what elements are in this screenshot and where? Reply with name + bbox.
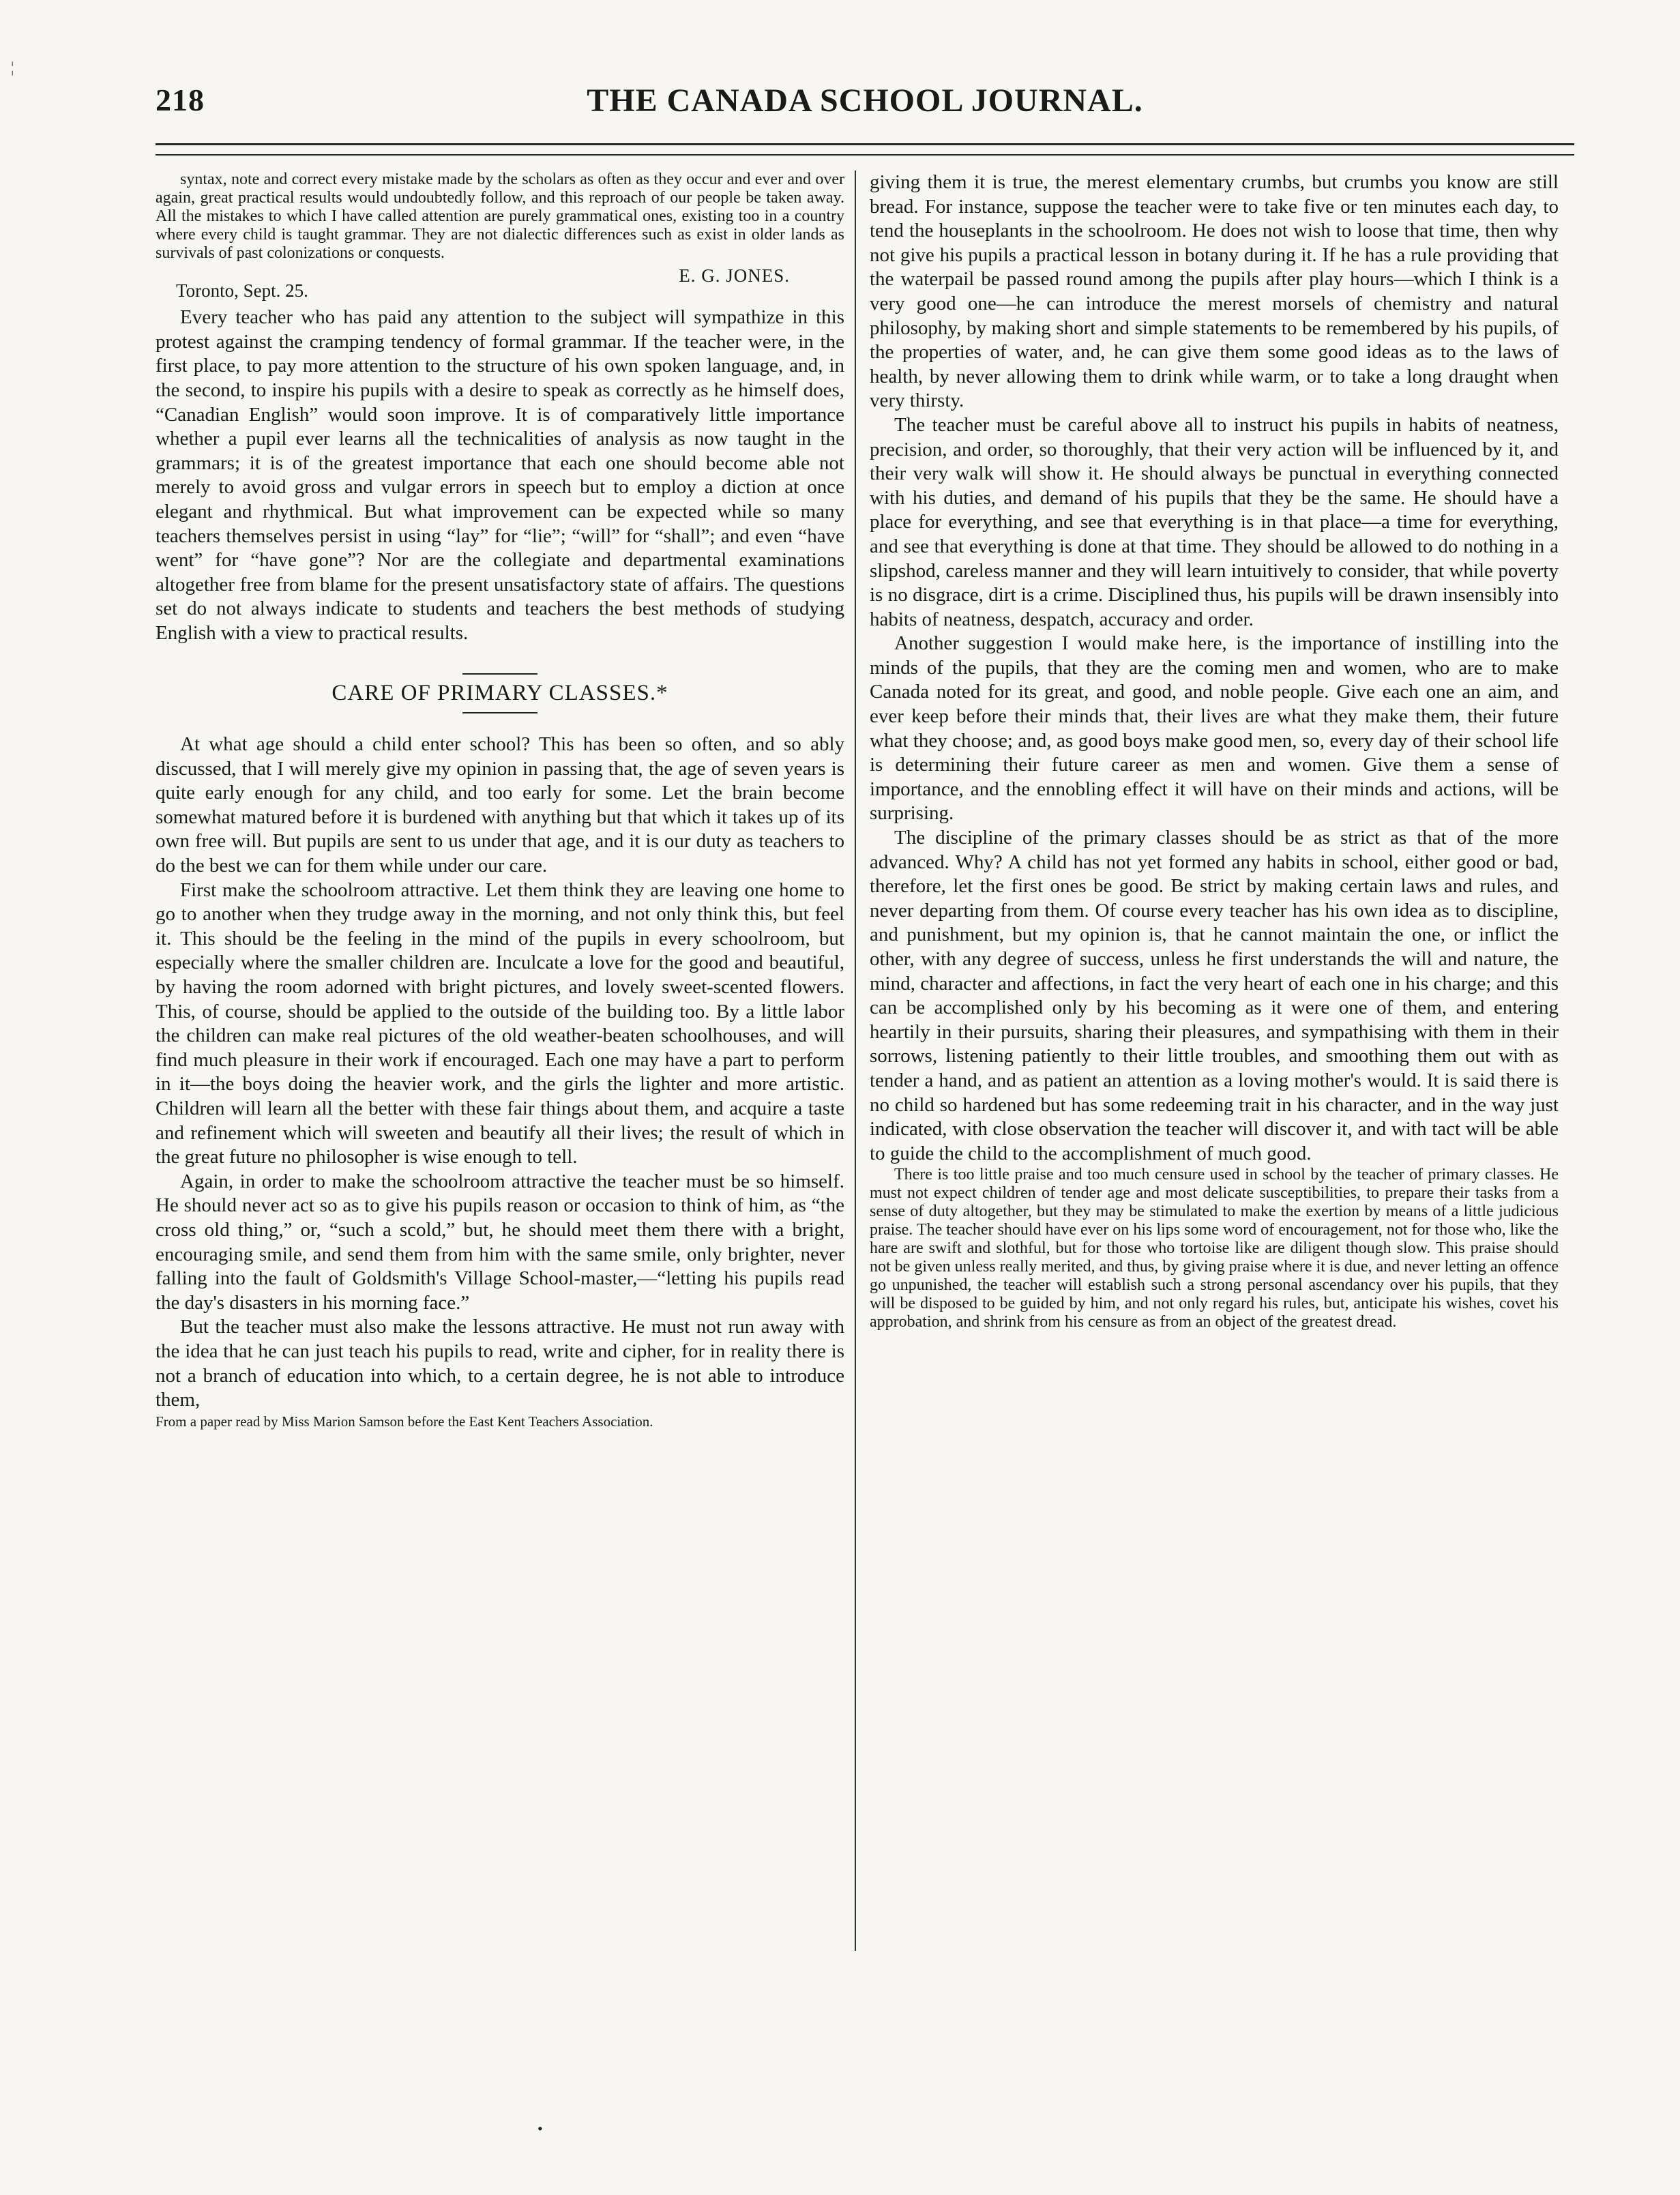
article-paragraph: Another suggestion I would make here, is the importance of instilling into the minds of the pupils, that they are the coming men and women, who are to make Canada noted for its great, and good, and noble people. Give each one an aim, and ever keep before their minds that, their lives are what they make them, their future what they choose; and, as good boys make good men, so, every day of their school life is determining their future career as men and women. Give them a sense of importance, and the ennobling effect it will have on their minds and actions, will be surprising. [870, 632, 1559, 825]
journal-title: THE CANADA SCHOOL JOURNAL. [587, 83, 1143, 119]
left-column [156, 171, 844, 1430]
section-divider [462, 673, 537, 675]
footnote: From a paper read by Miss Marion Samson before the East Kent Teachers Association. [156, 1413, 653, 1430]
margin-mark: ¦ [11, 59, 14, 76]
stray-mark: • [537, 2120, 543, 2137]
article-paragraph: Again, in order to make the schoolroom attractive the teacher must be so himself. He should never act so as to give his pupils reason or occasion to think of him, as “the cross old thing,” or, “such a scold,” but, he should meet them there with a bright, encouraging smile, and send them from him with the same smile, only brighter, never falling into the fault of Goldsmith's Village School-master,—“letting his pupils read the day's disasters in his morning face.” [156, 1170, 844, 1314]
letter-signature: E. G. JONES. [679, 265, 790, 286]
article-paragraph: First make the schoolroom attractive. Let them think they are leaving one home to go to another when they trudge away in the morning, and not only think this, but feel it. This should be the feeling in the mind of the pupils in every schoolroom, but especially where the smaller children are. Inculcate a love for the good and beautiful, by having the room adorned with bright pictures, and lovely sweet-scented flowers. This, of course, should be applied to the outside of the building too. By a little labor the children can make real pictures of the old weather-beaten schoolhouses, and will find much pleasure in their work if encouraged. Each one may have a part to perform in it—the boys doing the heavier work, and the girls the lighter and more artistic. Children will learn all the better with these fair things about them, and acquire a taste and refinement which will sweeten and beautify all their lives; the result of which in the great future no philosopher is wise enough to tell. [156, 879, 844, 1168]
article-paragraph: The teacher must be careful above all to instruct his pupils in habits of neatness, precision, and order, so thoroughly, that their very action will be influenced by it, and their very walk will show it. He should always be punctual in everything connected with his duties, and demand of his pupils that they be the same. He should have a place for everything, and see that everything is in that place—a time for everything, and see that everything is done at that time. They should be allowed to do nothing in a slipshod, careless manner and they will learn intuitively to consider, that while poverty is no disgrace, dirt is a crime. Disciplined thus, his pupils will be drawn insensibly into habits of neatness, despatch, accuracy and order. [870, 413, 1559, 630]
article-paragraph: At what age should a child enter school? This has been so often, and so ably discussed, that I will merely give my opinion in passing that, the age of seven years is quite early enough for any child, and too early for some. Let the brain become somewhat matured before it is burdened with anything but that which it takes up of its own free will. But pupils are sent to us under that age, and it is our duty as teachers to do the best we can for them while under our care. [156, 733, 844, 877]
header-rule-double [156, 154, 1574, 156]
article-paragraph: giving them it is true, the merest elementary crumbs, but crumbs you know are still bread. For instance, suppose the teacher were to take five or ten minutes each day, to tend the houseplants in the schoolroom. He does not wish to loose that time, then why not give his pupils a practical lesson in botany during it. If he has a rule providing that the waterpail be passed round among the pupils after play hours—which I think is a very good one—he can introduce the merest morsels of chemistry and natural philosophy, by making short and simple statements to be remembered by his pupils, of the properties of water, and, he can give them some good ideas as to the laws of health, by never allowing them to drink while warm, or to take a long draught when very thirsty. [870, 171, 1559, 412]
header-rule [156, 143, 1574, 145]
article-paragraph-small: There is too little praise and too much censure used in school by the teacher of primary classes. He must not expect children of tender age and most delicate susceptibilities, to prepare their tasks from a sense of duty altogether, but they may be stimulated to make the exertion by means of a little judicious praise. The teacher should have ever on his lips some word of encouragement, not for those who, like the hare are swift and slothful, but for those who tortoise like are diligent though slow. This praise should not be given unless really merited, and thus, by giving praise where it is due, and never letting an offence go unpunished, the teacher will establish such a strong personal ascendancy over his pupils, that they will be disposed to be guided by him, and not only regard his rules, but, anticipate his wishes, covet his approbation, and shrink from his censure as from an object of the greatest dread. [870, 1166, 1559, 1331]
page-number: 218 [156, 83, 205, 117]
article-paragraph: The discipline of the primary classes should be as strict as that of the more advanced. Why? A child has not yet formed any habits in school, either good or bad, therefore, let the first ones be good. Be strict by making certain laws and rules, and never departing from them. Of course every teacher has his own idea as to discipline, and punishment, but my opinion is, that he cannot maintain the one, or inflict the other, with any degree of success, unless he first understands the will and nature, the mind, character and affections, in fact the very heart of each one in his charge; and this can be accomplished only by his becoming as it were one of them, and entering heartily in their pursuits, sharing their pleasures, and sympathising with them in their sorrows, listening patiently to their little troubles, and smoothing them out with as tender a hand, and as patient an attention as a loving mother's would. It is said there is no child so hardened but has some redeeming trait in his character, and in the way just indicated, with close observation the teacher will discover it, and with tact will be able to guide the child to the accomplishment of much good. [870, 827, 1559, 1164]
article-paragraph: But the teacher must also make the lessons attractive. He must not run away with the idea that he can just teach his pupils to read, write and cipher, for in reality there is not a branch of education into which, to a certain degree, he is not able to introduce them, [156, 1316, 844, 1411]
section-title: CARE OF PRIMARY CLASSES.* [331, 680, 668, 705]
editorial-paragraph: Every teacher who has paid any attention to the subject will sympathize in this protest against the cramping tendency of formal grammar. If the teacher were, in the first place, to pay more attention to the structure of his own spoken language, and, in the second, to inspire his pupils with a desire to speak as correctly as he himself does, “Canadian English” would soon improve. It is of comparatively little importance whether a pupil ever learns all the technicalities of analysis as now taught in the grammars; it is of the greatest importance that each one should become able not merely to avoid gross and vulgar errors in speech but to employ a diction at once elegant and rhythmical. But what improvement can be expected while so many teachers themselves persist in using “lay” for “lie”; “will” for “shall”; and even “have went” for “have gone”? Nor are the collegiate and departmental examinations altogether free from blame for the present unsatisfactory state of affairs. The questions set do not always indicate to students and teachers the best methods of studying English with a view to practical results. [156, 306, 844, 644]
column-divider [855, 171, 856, 1951]
section-divider [462, 712, 537, 713]
page-header [156, 82, 1574, 136]
right-column [870, 171, 1559, 1331]
letter-closing-paragraph: syntax, note and correct every mistake made by the scholars as often as they occur and ever and over again, great practical results would undoubtedly follow, and this reproach of our people be taken away. All the mistakes to which I have called attention are purely grammatical ones, existing too in a country where every child is taught grammar. They are not dialectic differences such as exist in older lands as survivals of past colonizations or conquests. [156, 171, 844, 262]
letter-dateline: Toronto, Sept. 25. [176, 280, 308, 301]
